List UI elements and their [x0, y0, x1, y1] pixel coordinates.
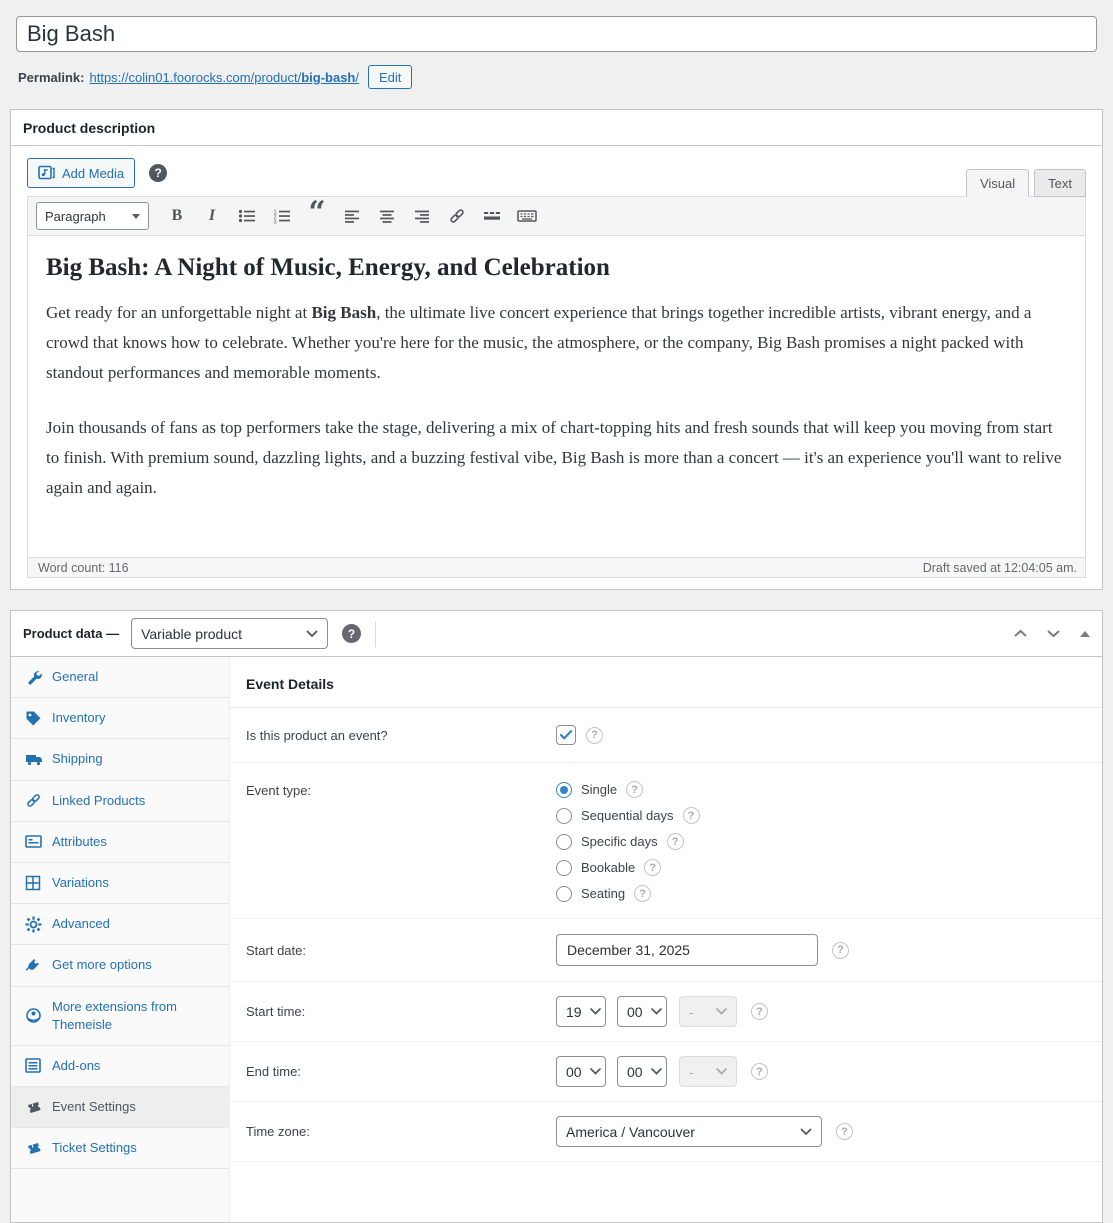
bullet-list-button[interactable]: [234, 203, 260, 229]
metabox-actions: [1010, 624, 1090, 644]
radio-option-seating[interactable]: Seating ?: [556, 885, 651, 902]
add-media-label: Add Media: [62, 165, 125, 181]
product-title-input[interactable]: [16, 16, 1097, 52]
help-tip-icon[interactable]: [667, 833, 684, 850]
move-down-button[interactable]: [1043, 624, 1063, 644]
start-date-label: Start date:: [246, 942, 306, 958]
start-hour-select[interactable]: 19: [556, 996, 606, 1027]
svg-text:3: 3: [273, 219, 277, 226]
tab-shipping[interactable]: Shipping: [11, 739, 229, 780]
help-tip-icon[interactable]: [751, 1003, 768, 1020]
insert-more-tag-button[interactable]: [479, 203, 505, 229]
align-center-button[interactable]: [374, 203, 400, 229]
start-time-label: Start time:: [246, 1004, 306, 1019]
radio-icon[interactable]: [556, 860, 572, 876]
product-description-header: [11, 110, 1102, 146]
svg-text:1: 1: [273, 209, 277, 216]
tab-general[interactable]: General: [11, 657, 229, 698]
paragraph-format-select[interactable]: [36, 202, 149, 230]
edit-permalink-button[interactable]: Edit: [368, 65, 412, 89]
time-zone-row: [230, 1102, 1102, 1162]
help-tip-icon[interactable]: [683, 807, 700, 824]
gear-icon: [25, 916, 43, 933]
editor-toolbar: [28, 197, 1085, 236]
product-description-title: Product description: [23, 119, 156, 136]
content-paragraph-2: Join thousands of fans as top performers take the stage, delivering a mix of chart-topping hits and fresh sounds that will keep you moving from start to finish. With premium sound, dazzling lights, and a buzzing festival vibe, Big Bash is more than a concert — it's an experience you'll want to relive again and again.: [46, 418, 1062, 497]
permalink-link[interactable]: https://colin01.foorocks.com/product/big-bash/: [89, 69, 359, 85]
numbered-list-button[interactable]: [269, 203, 295, 229]
start-time-row: [230, 982, 1102, 1042]
tab-event-settings[interactable]: Event Settings: [11, 1087, 229, 1128]
wrench-icon: [25, 669, 43, 686]
checkbox-check-icon: [560, 730, 572, 740]
bold-button[interactable]: B: [171, 207, 183, 224]
tab-attributes[interactable]: Attributes: [11, 822, 229, 863]
attributes-card-icon: [25, 834, 43, 849]
chevron-down-icon: [590, 1008, 601, 1015]
radio-option-sequential-days[interactable]: Sequential days ?: [556, 807, 700, 824]
tab-ticket-settings[interactable]: Ticket Settings: [11, 1128, 229, 1169]
chevron-down-icon: [651, 1008, 662, 1015]
add-media-button[interactable]: [27, 158, 135, 188]
product-data-metabox: [10, 610, 1103, 1223]
move-up-button[interactable]: [1010, 624, 1030, 644]
radio-option-bookable[interactable]: Bookable ?: [556, 859, 661, 876]
media-buttons: [27, 158, 167, 196]
tab-more-extensions-themeisle[interactable]: More extensions from Themeisle: [11, 987, 229, 1046]
end-ampm-select: -: [679, 1056, 737, 1087]
end-time-row: [230, 1042, 1102, 1102]
tab-visual[interactable]: Visual: [966, 169, 1029, 197]
word-count: Word count: 116: [38, 560, 129, 575]
start-date-input[interactable]: [556, 934, 818, 966]
tab-add-ons[interactable]: Add-ons: [11, 1046, 229, 1087]
editor-tools: [11, 146, 1102, 196]
content-heading: Big Bash: A Night of Music, Energy, and Celebration: [46, 254, 610, 281]
content-paragraph-1: Get ready for an unforgettable night at Big Bash, the ultimate live concert experience that brings together incredible artists, vibrant energy, and a crowd that knows how to celebrate. Whether you're here for the music, the atmosphere, or the company, Big Bash promises a night packed with standout performances and memorable moments.: [46, 303, 1032, 382]
tickets-icon: [25, 1141, 43, 1156]
tab-variations[interactable]: Variations: [11, 863, 229, 904]
help-tip-icon[interactable]: [626, 781, 643, 798]
end-hour-select[interactable]: 00: [556, 1056, 606, 1087]
editor-help-icon[interactable]: [149, 164, 167, 182]
panel-heading: Event Details: [230, 657, 1102, 708]
svg-text:2: 2: [273, 214, 277, 221]
editor-content-area[interactable]: [28, 236, 1085, 557]
end-time-label: End time:: [246, 1064, 301, 1079]
help-tip-icon[interactable]: [644, 859, 661, 876]
radio-icon[interactable]: [556, 808, 572, 824]
product-type-select[interactable]: [131, 618, 328, 649]
link-icon: [25, 792, 43, 809]
editor-container: [27, 196, 1086, 578]
permalink-label: Permalink:: [18, 69, 85, 85]
blockquote-button[interactable]: “: [308, 195, 326, 230]
product-data-help-icon[interactable]: [342, 624, 361, 643]
header-divider: [375, 621, 376, 647]
is-event-checkbox[interactable]: [556, 725, 576, 745]
product-data-header: [11, 611, 1102, 657]
is-event-row: [230, 708, 1102, 763]
chevron-down-icon: [651, 1068, 662, 1075]
chevron-down-icon: [716, 1008, 727, 1015]
align-right-button[interactable]: [409, 203, 435, 229]
event-type-label: Event type:: [246, 783, 312, 798]
themeisle-icon: [25, 1007, 43, 1024]
add-media-icon: [38, 165, 55, 181]
tag-icon: [25, 710, 43, 727]
title-section: [0, 0, 1113, 52]
tab-linked-products[interactable]: Linked Products: [11, 781, 229, 822]
event-settings-panel: [230, 657, 1102, 1222]
radio-icon[interactable]: [556, 834, 572, 850]
help-tip-icon[interactable]: [586, 727, 603, 744]
product-type-value: Variable product: [141, 625, 242, 642]
link-button[interactable]: [444, 203, 470, 229]
tab-get-more-options[interactable]: Get more options: [11, 945, 229, 986]
toolbar-toggle-keyboard-button[interactable]: [514, 203, 540, 229]
chevron-down-icon: [590, 1068, 601, 1075]
tab-advanced[interactable]: Advanced: [11, 904, 229, 945]
editor-statusbar: [28, 557, 1085, 577]
align-left-button[interactable]: [339, 203, 365, 229]
panel-spacer: [230, 1162, 1102, 1222]
start-ampm-select: -: [679, 996, 737, 1027]
tab-text[interactable]: Text: [1034, 169, 1086, 197]
product-data-tabs: [11, 657, 230, 1222]
permalink: [18, 65, 1097, 89]
tab-inventory[interactable]: Inventory: [11, 698, 229, 739]
help-tip-icon[interactable]: [836, 1123, 853, 1140]
product-description-metabox: [10, 109, 1103, 590]
radio-icon[interactable]: [556, 886, 572, 902]
collapse-toggle-icon[interactable]: [1080, 631, 1090, 637]
time-zone-label: Time zone:: [246, 1124, 310, 1139]
help-tip-icon[interactable]: [751, 1063, 768, 1080]
chevron-down-icon: [306, 630, 318, 638]
help-tip-icon[interactable]: [634, 885, 651, 902]
radio-checked-icon[interactable]: [556, 782, 572, 798]
radio-option-single[interactable]: Single ?: [556, 781, 643, 798]
chevron-down-icon: [716, 1068, 727, 1075]
time-zone-select[interactable]: America / Vancouver: [556, 1116, 822, 1147]
truck-icon: [25, 752, 43, 767]
autosave-message: Draft saved at 12:04:05 am.: [922, 560, 1077, 575]
start-date-row: [230, 919, 1102, 982]
product-data-title: Product data —: [23, 626, 120, 641]
chevron-down-icon: [800, 1128, 812, 1136]
event-type-row: [230, 763, 1102, 919]
addons-list-icon: [25, 1058, 43, 1073]
grid-icon: [25, 875, 43, 891]
product-data-body: [11, 657, 1102, 1222]
caret-down-icon: [132, 214, 140, 219]
radio-option-specific-days[interactable]: Specific days ?: [556, 833, 684, 850]
end-minute-select[interactable]: 00: [617, 1056, 667, 1087]
paragraph-format-value: Paragraph: [45, 208, 106, 224]
tickets-icon: [25, 1100, 43, 1115]
editor-tabs: [961, 169, 1086, 196]
start-minute-select[interactable]: 00: [617, 996, 667, 1027]
help-tip-icon[interactable]: [832, 942, 849, 959]
plug-icon: [25, 957, 43, 973]
is-event-label: Is this product an event?: [246, 727, 388, 743]
italic-button[interactable]: I: [208, 207, 216, 224]
